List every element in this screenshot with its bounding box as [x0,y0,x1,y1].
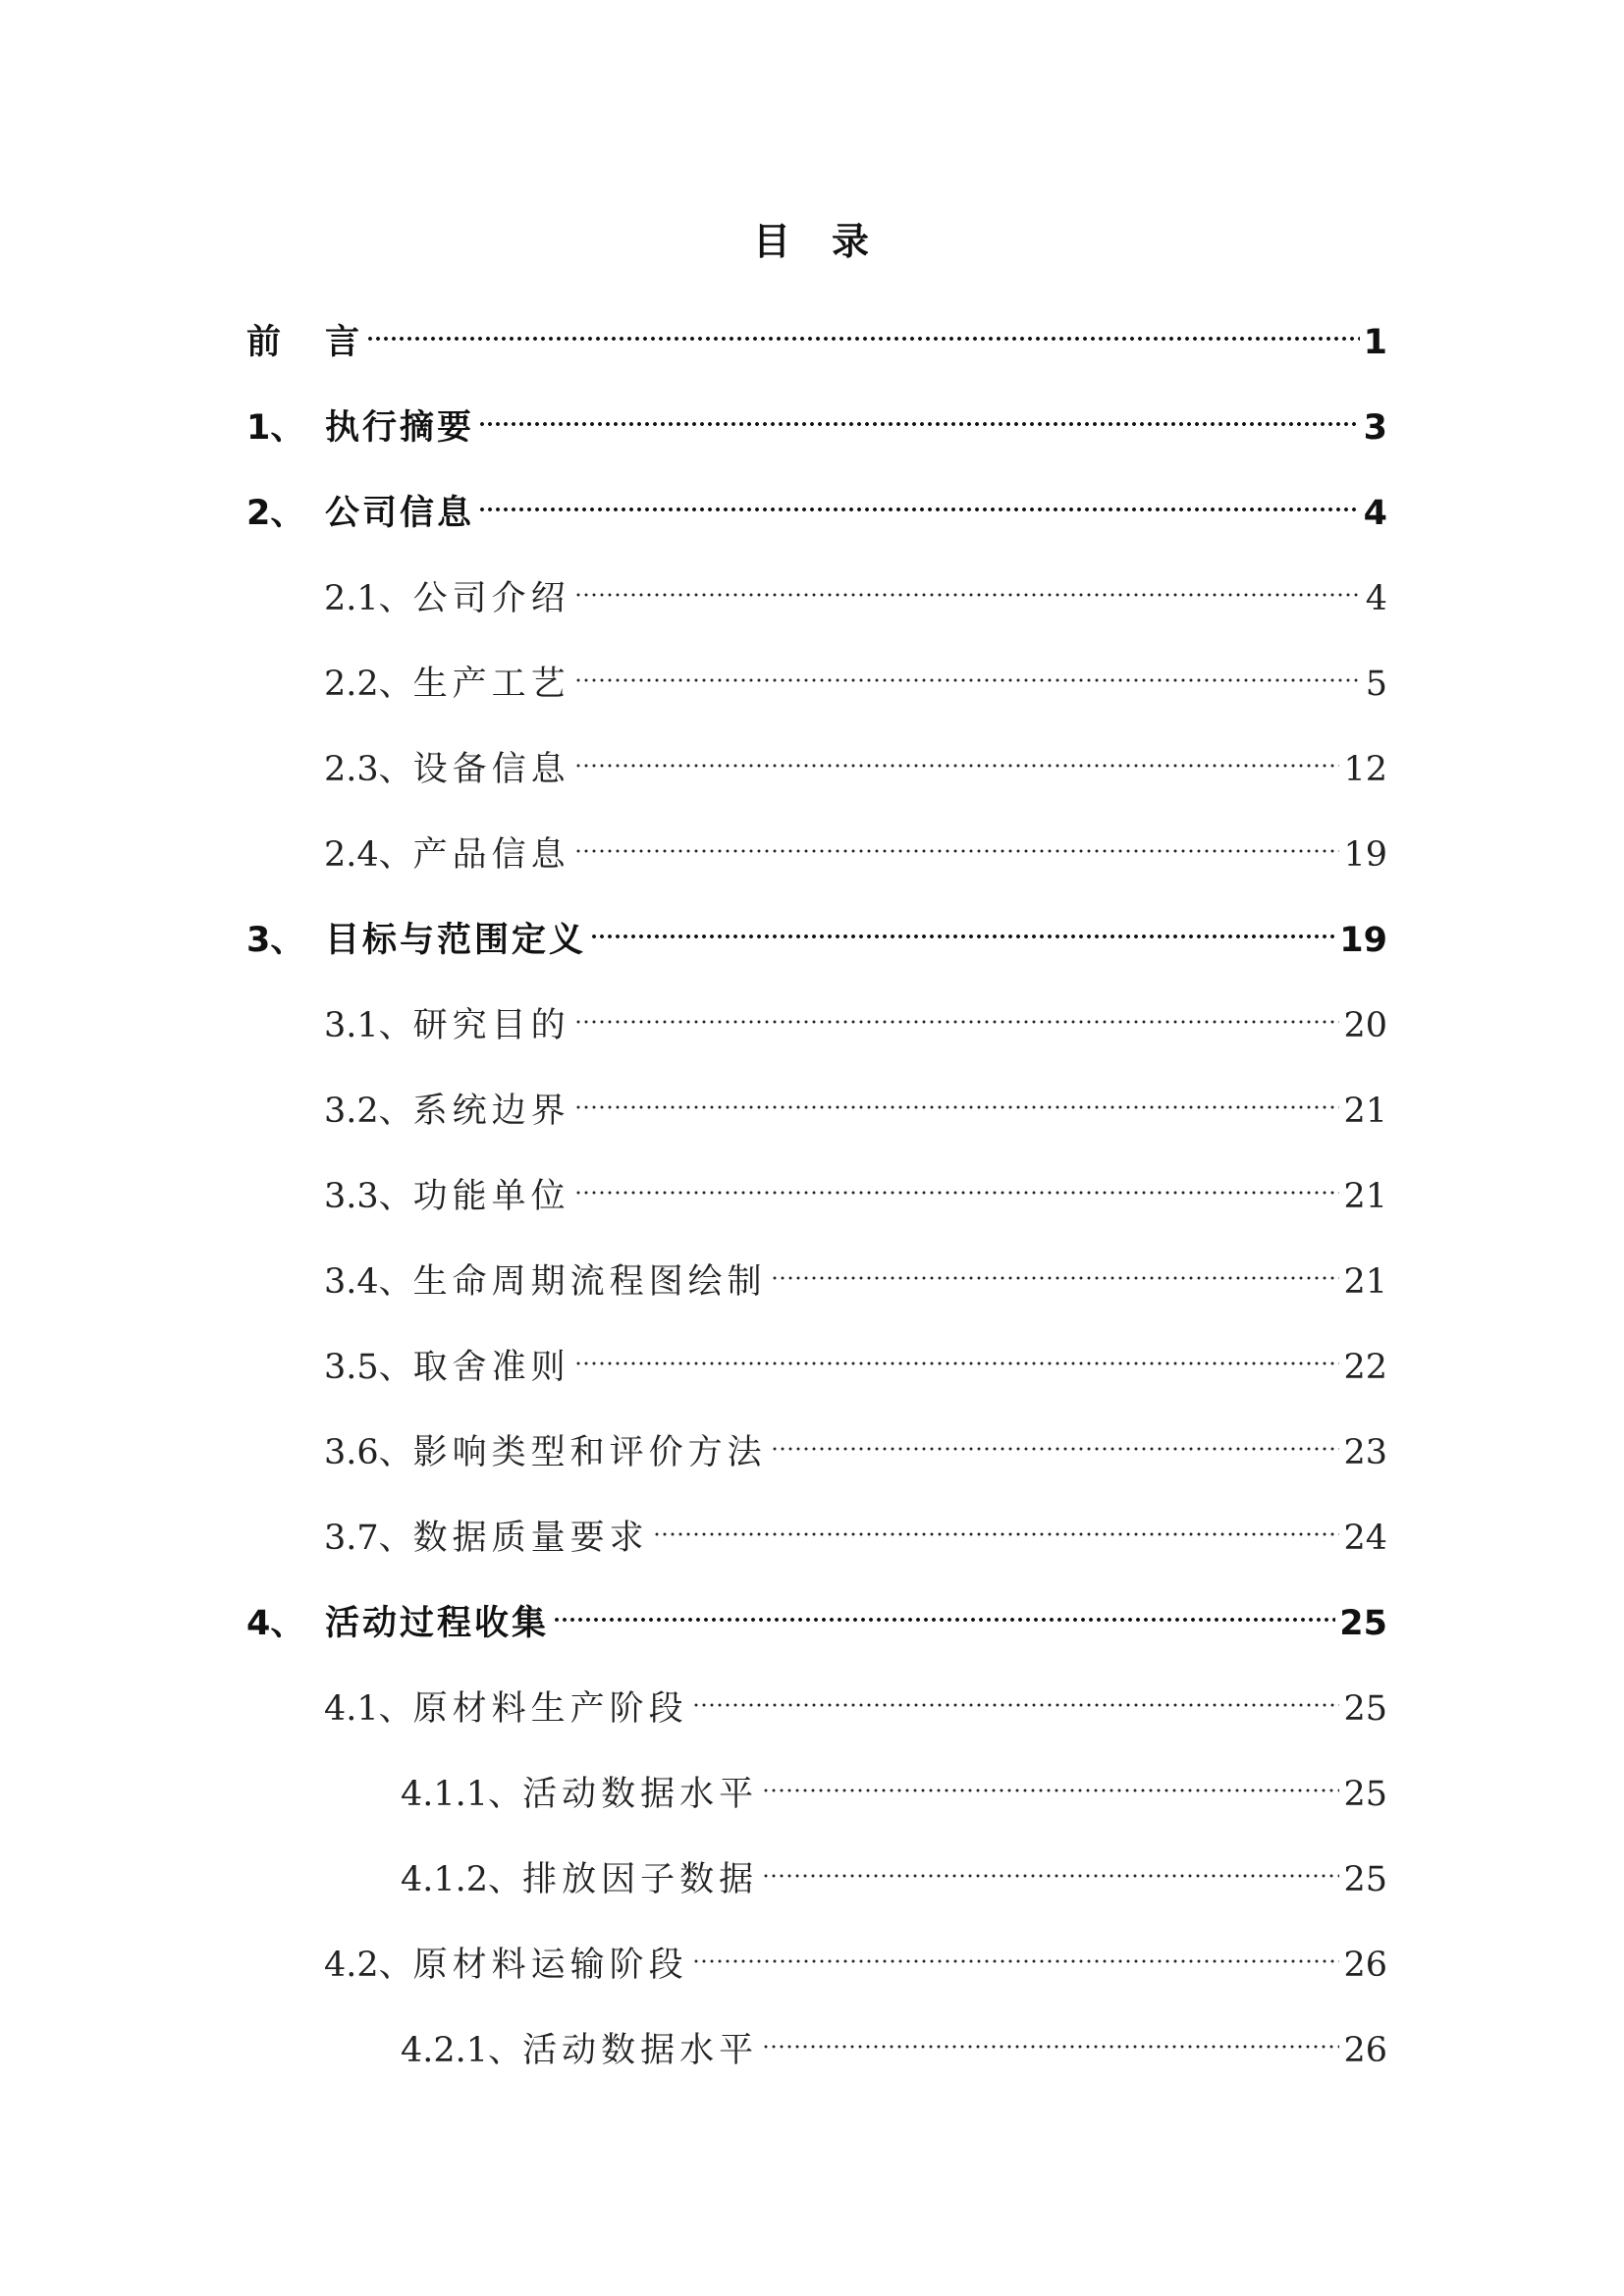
toc-entry-number: 4、 [246,1604,305,1643]
dot-leader [574,807,1340,866]
toc-entry-title: 活动过程收集 [325,1604,550,1643]
toc-entry[interactable] [324,1063,1387,1131]
toc-entry[interactable] [324,551,1387,618]
toc-entry[interactable] [324,1490,1387,1558]
toc-entry-number: 3.3、 [324,1177,413,1216]
toc-entry-page-number: 24 [1343,1519,1387,1558]
toc-entry-number: 4.1、 [324,1689,413,1729]
dot-leader [478,465,1360,524]
toc-entry-title: 功能单位 [412,1177,570,1216]
toc-entry-number: 4.2.1、 [401,2031,523,2070]
toc-entry-number: 3.5、 [324,1348,413,1387]
toc-entry[interactable] [401,1746,1387,1814]
toc-entry[interactable] [246,294,1387,362]
dot-leader [692,1917,1340,1976]
toc-entry[interactable] [246,892,1387,960]
toc-entry-page-number: 12 [1343,750,1387,789]
toc-entry[interactable] [324,978,1387,1045]
toc-entry-number: 前 [246,323,282,362]
dot-leader [762,2002,1339,2061]
toc-entry-title: 言 [325,323,363,362]
toc-entry-title: 活动数据水平 [522,2031,759,2070]
toc-entry-title: 原材料生产阶段 [412,1689,688,1729]
dot-leader [762,1746,1339,1805]
toc-entry-number: 2.2、 [324,665,413,704]
toc-entry-number: 4.2、 [324,1946,413,1985]
dot-leader [653,1490,1340,1549]
toc-entry-number: 3.4、 [324,1262,413,1302]
dot-leader [771,1234,1340,1293]
toc-entry[interactable] [246,465,1387,533]
toc-entry[interactable] [324,1148,1387,1216]
toc-entry-page-number: 25 [1339,1604,1387,1643]
dot-leader [478,380,1360,439]
toc-entry-page-number: 25 [1343,1860,1387,1899]
toc-entry-page-number: 21 [1343,1177,1387,1216]
dot-leader [574,721,1340,780]
toc-entry[interactable] [246,1575,1387,1643]
toc-entry-page-number: 23 [1343,1433,1387,1472]
toc-entry[interactable] [401,2002,1387,2070]
toc-entry-page-number: 25 [1343,1775,1387,1814]
toc-entry-number: 2、 [246,494,305,533]
toc-entry-title: 排放因子数据 [522,1860,759,1899]
toc-entry-page-number: 26 [1343,2031,1387,2070]
dot-leader [574,1319,1340,1378]
toc-entry[interactable] [324,636,1387,704]
toc-entry-title: 取舍准则 [412,1348,570,1387]
toc-entry-title: 研究目的 [412,1006,570,1045]
toc-entry-title: 目标与范围定义 [325,921,587,960]
toc-entry-page-number: 5 [1365,665,1387,704]
toc-entry[interactable] [324,1917,1387,1985]
toc-entry-title: 影响类型和评价方法 [412,1433,767,1472]
toc-entry-number: 2.3、 [324,750,413,789]
toc-entry-page-number: 22 [1343,1348,1387,1387]
dot-leader [574,636,1362,695]
toc-entry-number: 4.1.1、 [401,1775,523,1814]
toc-entry[interactable] [324,1405,1387,1472]
toc-entry-page-number: 21 [1343,1092,1387,1131]
toc-entry-page-number: 1 [1363,323,1387,362]
toc-entry-number: 3.1、 [324,1006,413,1045]
toc-entry-title: 数据质量要求 [412,1519,649,1558]
dot-leader [574,978,1340,1037]
toc-entry-title: 公司信息 [325,494,475,533]
dot-leader [771,1405,1340,1464]
toc-entry-number: 1、 [246,408,305,448]
toc-entry-page-number: 20 [1343,1006,1387,1045]
toc-entry-page-number: 3 [1363,408,1387,448]
toc-entry-number: 3.2、 [324,1092,413,1131]
toc-entry[interactable] [324,721,1387,789]
toc-entry-title: 活动数据水平 [522,1775,759,1814]
toc-entry-title: 执行摘要 [325,408,475,448]
toc-entry-title: 系统边界 [412,1092,570,1131]
toc-entry[interactable] [246,380,1387,448]
toc-entry-title: 生命周期流程图绘制 [412,1262,767,1302]
toc-entry-page-number: 26 [1343,1946,1387,1985]
toc-title: 目 录 [752,220,871,263]
toc-entry-page-number: 4 [1365,579,1387,618]
toc-entry-number: 3.6、 [324,1433,413,1472]
dot-leader [574,551,1362,610]
toc-entry[interactable] [324,1234,1387,1302]
toc-entry-title: 产品信息 [412,835,570,875]
dot-leader [553,1575,1335,1634]
toc-entry[interactable] [324,807,1387,875]
toc-entry-title: 原材料运输阶段 [412,1946,688,1985]
toc-entry-title: 生产工艺 [412,665,570,704]
toc-entry-title: 公司介绍 [412,579,570,618]
dot-leader [574,1063,1340,1122]
dot-leader [762,1832,1339,1891]
toc-entry-number: 3、 [246,921,305,960]
toc-entry-page-number: 21 [1343,1262,1387,1302]
toc-entry-number: 4.1.2、 [401,1860,523,1899]
dot-leader [366,294,1360,353]
toc-entry-number: 2.4、 [324,835,413,875]
toc-entry-page-number: 4 [1363,494,1387,533]
toc-entry[interactable] [324,1319,1387,1387]
toc-entry-title: 设备信息 [412,750,570,789]
toc-entry-number: 3.7、 [324,1519,413,1558]
toc-entry-number: 2.1、 [324,579,413,618]
dot-leader [692,1661,1340,1720]
toc-entry[interactable] [401,1832,1387,1899]
dot-leader [590,892,1335,951]
dot-leader [574,1148,1340,1207]
toc-entry[interactable] [324,1661,1387,1729]
toc-entry-page-number: 25 [1343,1689,1387,1729]
toc-entry-page-number: 19 [1343,835,1387,875]
toc-entry-page-number: 19 [1339,921,1387,960]
